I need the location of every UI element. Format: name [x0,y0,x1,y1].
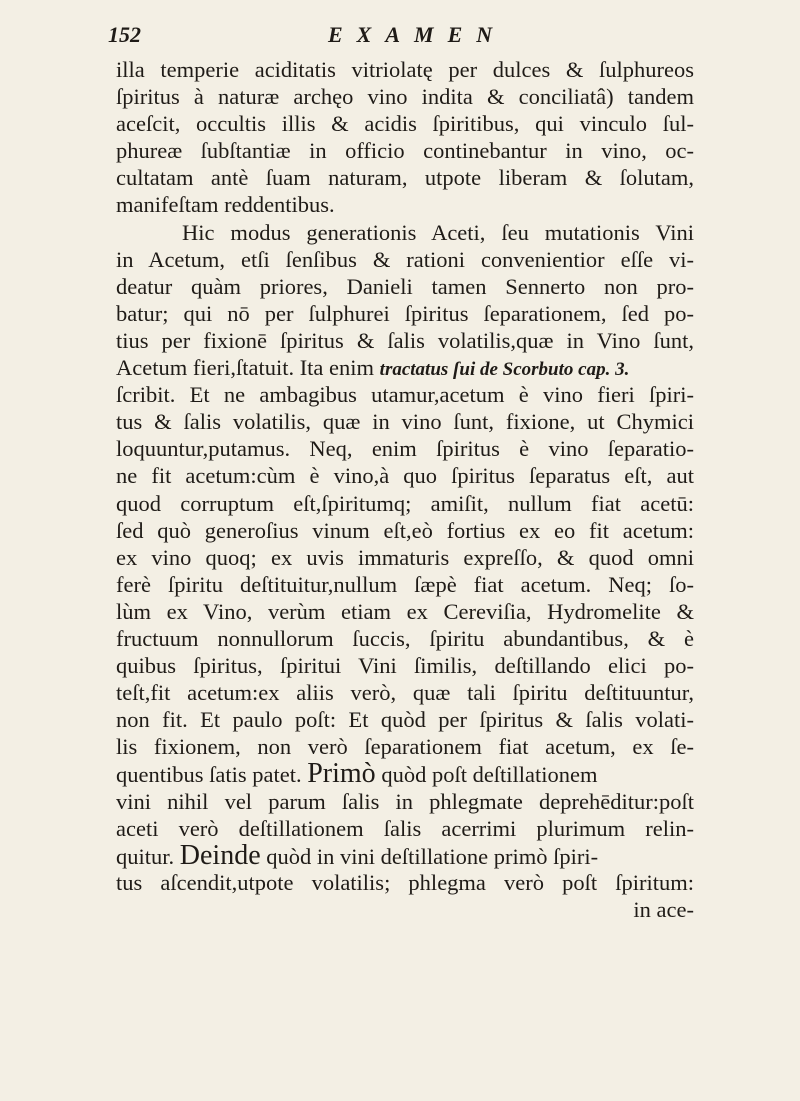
text-line-with-primo [116,758,694,790]
text-line: manifeſtam reddentibus. [116,192,335,218]
text-segment: quòd poſt deſtillationem [381,762,598,788]
page-number: 152 [108,22,141,47]
text-line: ferè ſpiritu deſtituitur,nullum ſæpè fiat acetum. Neq; ſo- [116,571,694,597]
primo-word: Primò [307,758,376,790]
text-segment: quitur. [116,843,175,869]
text-line: quod corruptum eſt,ſpiritumq; amiſit, nullum fiat acetū: [116,490,694,516]
text-line: quibus ſpiritus, ſpiritui Vini ſimilis, deſtillando elici po- [116,653,694,679]
running-head [108,18,648,58]
text-line: ſpiritus à naturæ archęo vino indita & conciliatâ) tandem [116,84,694,110]
text-line: ſed quò generoſius vinum eſt,eò fortius ex eo fit acetum: [116,517,694,543]
text-line: illa temperie aciditatis vitriolatę per dulces & ſulphureos [116,57,694,82]
text-line: ex vino quoq; ex uvis immaturis expreſſo, & quod omni [116,544,694,570]
text-line: tius per fixionē ſpiritus & ſalis volatilis,quæ in Vino ſunt, [116,327,694,353]
text-line: cultatam antè ſuam naturam, utpote liberam & ſolutam, [116,165,694,191]
text-line: batur; qui nō per ſulphurei ſpiritus ſeparationem, ſed po- [116,300,694,326]
text-line: lis fixionem, non verò ſeparationem fiat acetum, ex ſe- [116,734,694,760]
text-line: non fit. Et paulo poſt: Et quòd per ſpiritus & ſalis volati- [116,707,694,733]
text-line: tus aſcendit,utpote volatilis; phlegma verò poſt ſpiritum: [116,869,694,895]
text-line: loquuntur,putamus. Neq, enim ſpiritus è vino ſeparatio- [116,436,694,462]
body-text [116,56,694,923]
text-line: ſcribit. Et ne ambagibus utamur,acetum è vino fieri ſpiri- [116,382,694,408]
text-line: deatur quàm priores, Danieli tamen Sennerto non pro- [116,273,694,299]
text-line: in Acetum, etſi ſenſibus & rationi convenientior eſſe vi- [116,246,694,272]
running-head-title: EXAMEN [328,22,507,47]
text-segment: quòd in vini deſtillatione primò ſpiri- [266,843,599,869]
text-segment: Acetum fieri,ſtatuit. Ita enim [116,355,375,381]
text-line: ne fit acetum:cùm è vino,à quo ſpiritus ſeparatus eſt, aut [116,463,694,489]
catchword: in ace- [633,896,694,922]
text-line: aceſcit, occultis illis & acidis ſpiritibus, qui vinculo ſul- [116,111,694,137]
text-line-with-deinde [116,839,694,871]
text-line: aceti verò deſtillationem ſalis acerrimi plurimum relin- [116,815,694,841]
text-line: phureæ ſubſtantiæ in officio continebantur in vino, oc- [116,138,694,164]
deinde-word: Deinde [179,839,261,871]
text-line: fructuum nonnullorum ſuccis, ſpiritu abundantibus, & è [116,625,694,651]
text-segment: quentibus ſatis patet. [116,762,302,788]
text-line-with-citation [116,354,694,381]
text-line: vini nihil vel parum ſalis in phlegmate deprehēditur:poſt [116,788,694,814]
text-line: teſt,fit acetum:ex aliis verò, quæ tali ſpiritu deſtituuntur, [116,680,694,706]
text-line: lùm ex Vino, verùm etiam ex Cereviſia, Hydromelite & [116,598,694,624]
text-line: tus & ſalis volatilis, quæ in vino ſunt, fixione, ut Chymici [116,409,694,435]
paragraph-start-line: Hic modus generationis Aceti, ſeu mutationis Vini [182,219,694,245]
citation: tractatus ſui de Scorbuto cap. 3. [379,359,630,381]
